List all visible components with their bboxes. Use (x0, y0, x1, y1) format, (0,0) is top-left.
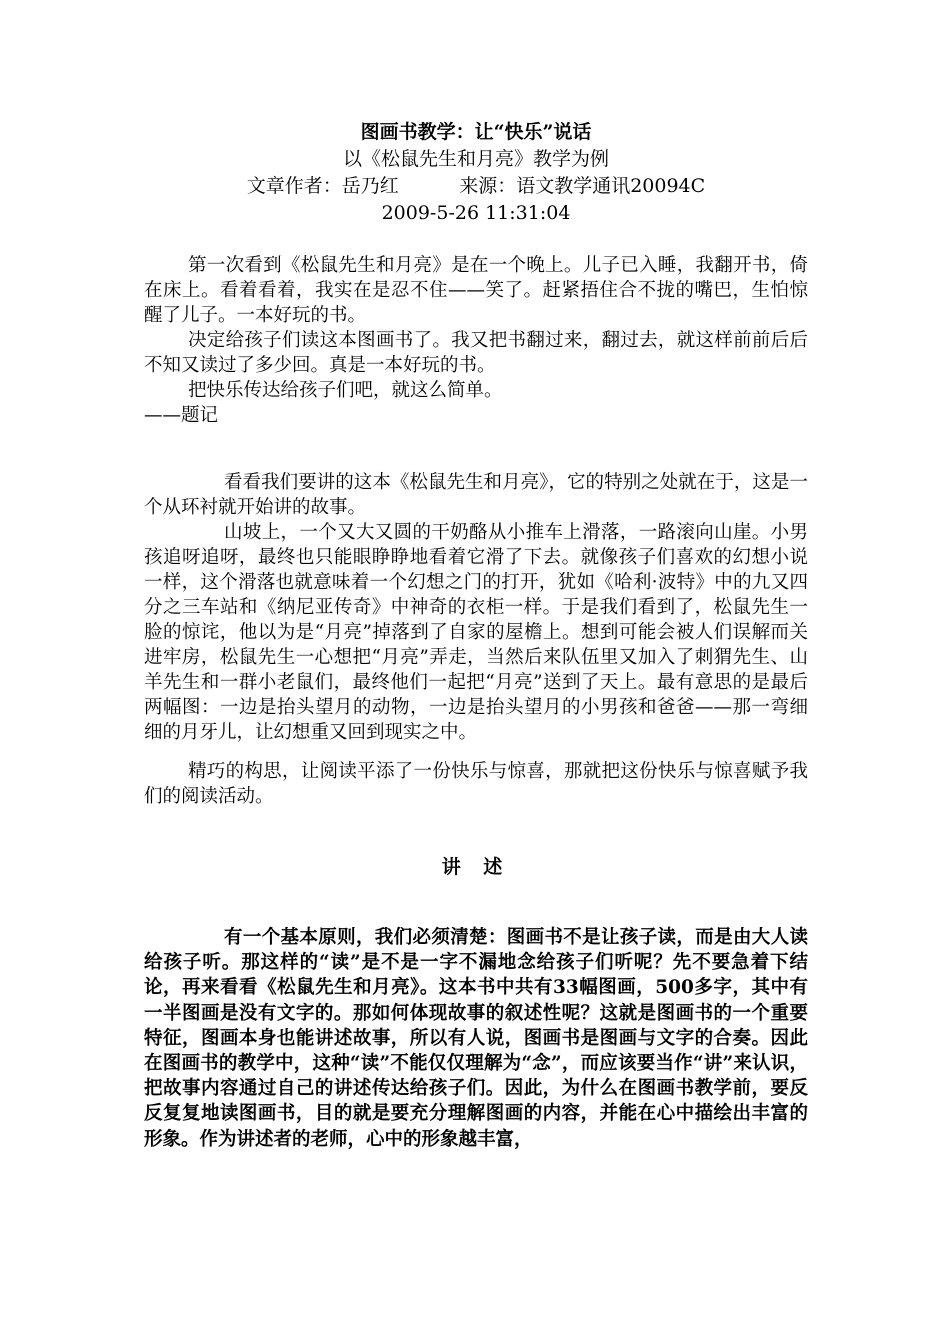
preface-paragraph-3: 把快乐传达给孩子们吧，就这么简单。 (188, 380, 503, 401)
author-source-line: 文章作者：岳乃红 来源：语文教学通讯20094C (246, 175, 706, 197)
section-heading: 讲 述 (441, 856, 511, 878)
body-paragraph-1: 看看我们要讲的这本《松鼠先生和月亮》，它的特别之处就在于，这是一个从环衬就开始讲的故事。 (144, 472, 808, 518)
document-page (144, 118, 808, 1152)
publish-datetime: 2009-5-26 11:31:04 (381, 202, 571, 224)
body-paragraph-3: 精巧的构思，让阅读平添了一份快乐与惊喜，那就把这份快乐与惊喜赋予我们的阅读活动。 (144, 761, 808, 807)
section-paragraph-1: 有一个基本原则，我们必须清楚：图画书不是让孩子读，而是由大人读给孩子听。那这样的“读”是不是一字不漏地念给孩子们听呢？先不要急着下结论，再来看看《松鼠先生和月亮》。这本书中共有33幅图画，500多字，其中有一半图画是没有文字的。那如何体现故事的叙述性呢？这就是图画书的一个重要特征，图画本身也能讲述故事，所以有人说，图画书是图画与文字的合奏。因此在图画书的教学中，这种“读”不能仅仅理解为“念”，而应该要当作“讲”来认识，把故事内容通过自己的讲述传达给孩子们。因此，为什么在图画书教学前，要反反复复地读图画书，目的就是要充分理解图画的内容，并能在心中描绘出丰富的形象。作为讲述者的老师，心中的形象越丰富， (144, 927, 808, 1150)
body-paragraph-2: 山坡上，一个又大又圆的干奶酪从小推车上滑落，一路滚向山崖。小男孩追呀追呀，最终也只能眼睁睁地看着它滑了下去。就像孩子们喜欢的幻想小说一样，这个滑落也就意味着一个幻想之门的打开，犹如《哈利·波特》中的九又四分之三车站和《纳尼亚传奇》中神奇的衣柜一样。于是我们看到了，松鼠先生一脸的惊诧，他以为是“月亮”掉落到了自家的屋檐上。想到可能会被人们误解而关进牢房，松鼠先生一心想把“月亮”弄走，当然后来队伍里又加入了刺猬先生、山羊先生和一群小老鼠们，最终他们一起把“月亮”送到了天上。最有意思的是最后两幅图：一边是抬头望月的动物，一边是抬头望月的小男孩和爸爸——那一弯细细的月牙儿，让幻想重又回到现实之中。 (144, 522, 808, 743)
article-title: 图画书教学：让“快乐”说话 (360, 121, 592, 143)
article-subtitle: 以《松鼠先生和月亮》教学为例 (342, 148, 609, 170)
preface-signature: ——题记 (144, 405, 219, 426)
preface-paragraph-2: 决定给孩子们读这本图画书了。我又把书翻过来，翻过去，就这样前前后后不知又读过了多少回。真是一本好玩的书。 (144, 330, 808, 376)
preface-paragraph-1: 第一次看到《松鼠先生和月亮》是在一个晚上。儿子已入睡，我翻开书，倚在床上。看着看着，我实在是忍不住——笑了。赶紧捂住合不拢的嘴巴，生怕惊醒了儿子。一本好玩的书。 (144, 255, 808, 326)
